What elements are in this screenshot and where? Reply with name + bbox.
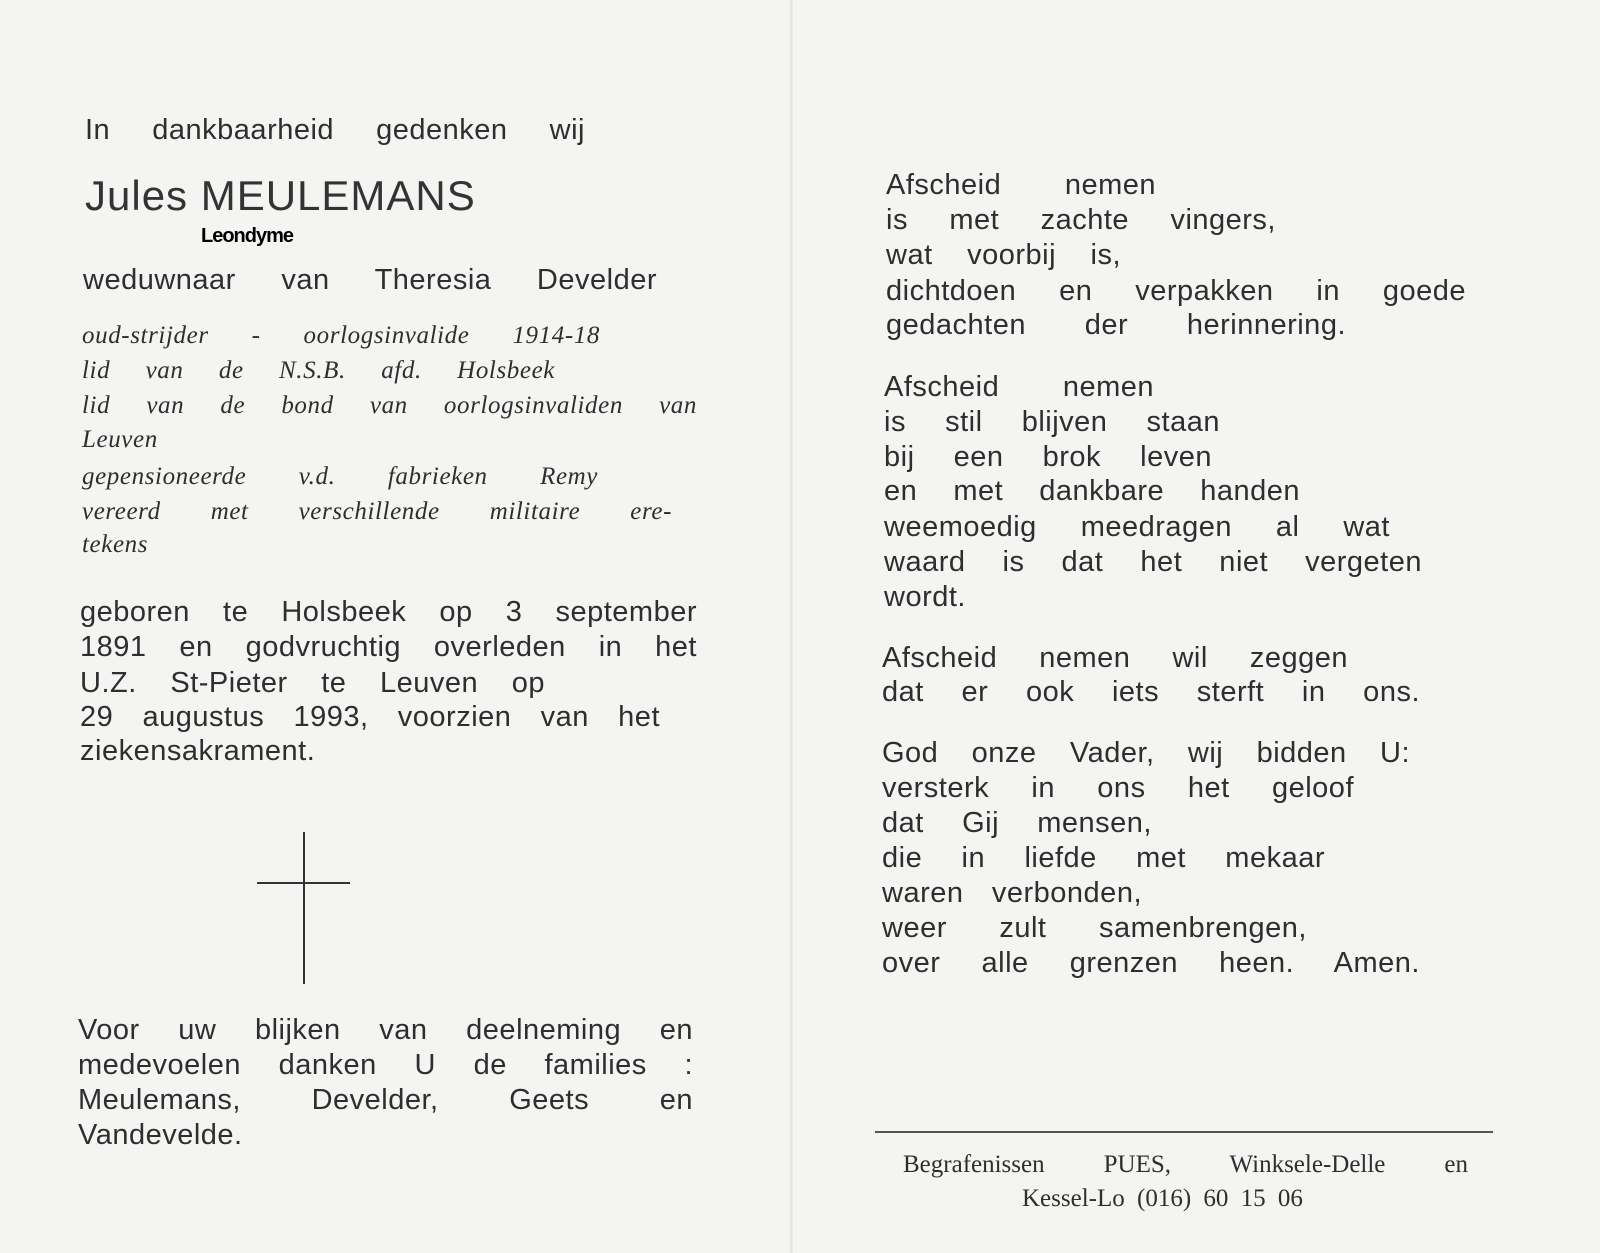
title-line: Leuven — [82, 426, 158, 453]
poem-line: weer zult samenbrengen, — [882, 912, 1307, 944]
intro-line: In dankbaarheid gedenken wij — [85, 114, 585, 146]
cross-icon-bar — [257, 882, 350, 884]
poem-line: versterk in ons het geloof — [882, 772, 1354, 804]
funeral-home-line: Begrafenissen PUES, Winksele-Delle en — [903, 1151, 1468, 1178]
thanks-line: medevoelen danken U de families : — [78, 1049, 693, 1081]
poem-line: waren verbonden, — [882, 877, 1142, 909]
poem-line: dat er ook iets sterft in ons. — [882, 676, 1420, 708]
title-line: gepensioneerde v.d. fabrieken Remy — [82, 463, 598, 490]
cross-icon — [303, 832, 305, 984]
poem-line: weemoedig meedragen al wat — [884, 511, 1390, 543]
funeral-home-phone: Kessel-Lo (016) 60 15 06 — [1022, 1185, 1303, 1212]
poem-line: Afscheid nemen — [884, 371, 1154, 403]
title-line: lid van de bond van oorlogsinvaliden van — [82, 392, 697, 419]
poem-line: bij een brok leven — [884, 441, 1212, 473]
title-line: lid van de N.S.B. afd. Holsbeek — [82, 357, 555, 384]
bio-line: 1891 en godvruchtig overleden in het — [80, 631, 697, 663]
poem-line: dat Gij mensen, — [882, 807, 1152, 839]
poem-line: God onze Vader, wij bidden U: — [882, 737, 1410, 769]
poem-line: gedachten der herinnering. — [886, 309, 1346, 341]
poem-line: Afscheid nemen wil zeggen — [882, 642, 1348, 674]
poem-line: is met zachte vingers, — [886, 204, 1276, 236]
bio-line: geboren te Holsbeek op 3 september — [80, 596, 697, 628]
bio-line: ziekensakrament. — [80, 735, 316, 767]
title-line: tekens — [82, 531, 149, 558]
poem-line: Afscheid nemen — [886, 169, 1156, 201]
title-line: vereerd met verschillende militaire ere- — [82, 498, 672, 525]
poem-line: dichtdoen en verpakken in goede — [886, 275, 1466, 307]
divider — [875, 1131, 1493, 1133]
thanks-line: Vandevelde. — [78, 1119, 243, 1151]
poem-line: wordt. — [884, 581, 966, 613]
bio-line: U.Z. St-Pieter te Leuven op — [80, 667, 545, 699]
thanks-line: Meulemans, Develder, Geets en — [78, 1084, 693, 1116]
watermark: Leondyme — [201, 225, 294, 247]
card-fold — [790, 0, 793, 1253]
poem-line: die in liefde met mekaar — [882, 842, 1325, 874]
deceased-name: Jules MEULEMANS — [85, 172, 476, 219]
thanks-line: Voor uw blijken van deelneming en — [78, 1014, 693, 1046]
poem-line: waard is dat het niet vergeten — [884, 546, 1422, 578]
spouse-line: weduwnaar van Theresia Develder — [83, 264, 657, 296]
poem-line: wat voorbij is, — [886, 239, 1121, 271]
title-line: oud-strijder - oorlogsinvalide 1914-18 — [82, 322, 600, 349]
bio-line: 29 augustus 1993, voorzien van het — [80, 701, 660, 733]
poem-line: is stil blijven staan — [884, 406, 1220, 438]
poem-line: en met dankbare handen — [884, 475, 1300, 507]
poem-line: over alle grenzen heen. Amen. — [882, 947, 1420, 979]
